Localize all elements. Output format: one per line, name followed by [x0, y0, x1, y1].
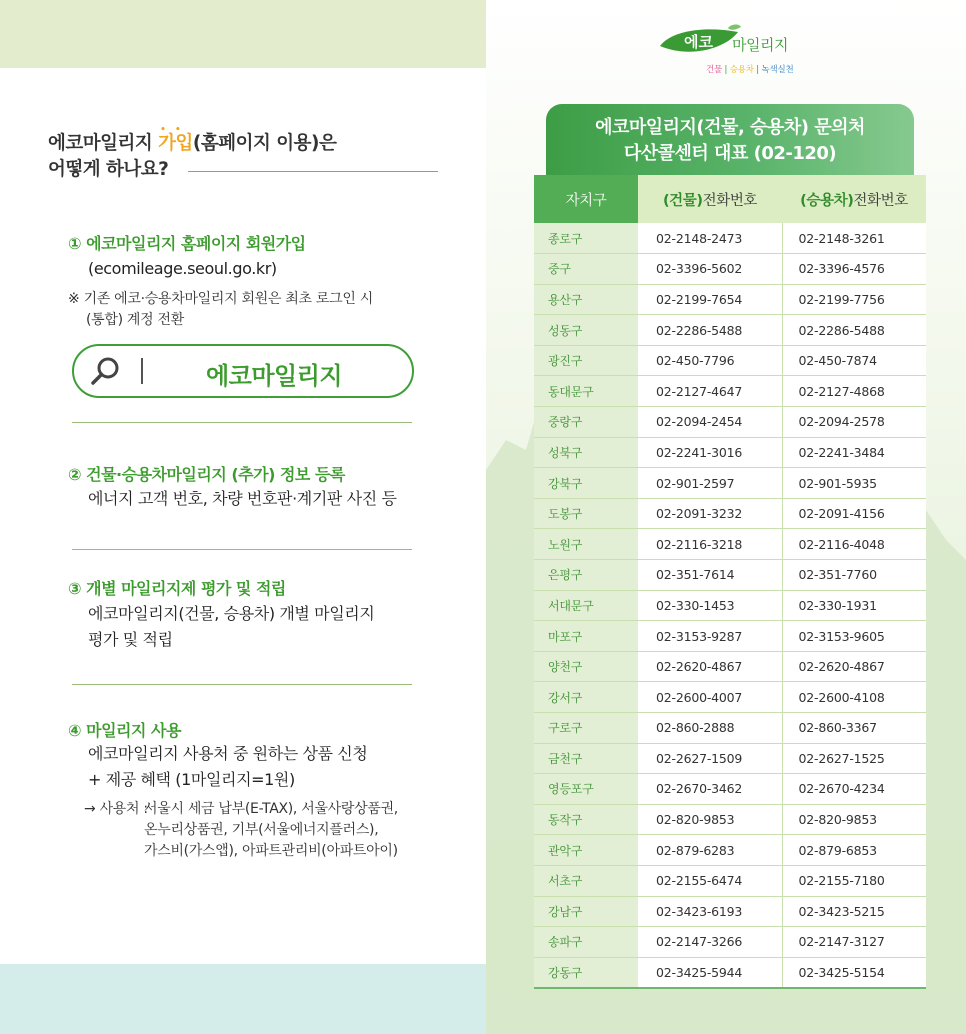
step-2-body: 에너지 고객 번호, 차량 번호판·계기판 사진 등: [88, 489, 397, 508]
table-row: [534, 651, 926, 682]
building-phone-cell: 02-2627-1509: [638, 743, 782, 774]
building-phone-cell: 02-351-7614: [638, 560, 782, 591]
ecomileage-logo: [656, 18, 816, 78]
car-phone-cell: 02-2147-3127: [782, 927, 926, 958]
car-phone-cell: 02-2155-7180: [782, 865, 926, 896]
step-3-title: ③ 개별 마일리지제 평가 및 적립: [68, 579, 286, 598]
building-phone-cell: 02-2147-3266: [638, 927, 782, 958]
table-row: [534, 957, 926, 988]
district-cell: 구로구: [534, 713, 638, 744]
section-divider: [72, 684, 412, 685]
car-phone-cell: 02-3153-9605: [782, 621, 926, 652]
district-cell: 강동구: [534, 957, 638, 988]
usage-places-label: → 사용처 :: [84, 801, 148, 817]
logo-tagline: 건물 | 승용차 | 녹색실천: [706, 65, 794, 75]
building-phone-cell: 02-901-2597: [638, 468, 782, 499]
building-phone-cell: 02-2091-3232: [638, 498, 782, 529]
building-phone-cell: 02-450-7796: [638, 345, 782, 376]
usage-place-line: 가스비(가스앱), 아파트관리비(아파트아이): [144, 843, 398, 859]
building-phone-cell: 02-879-6283: [638, 835, 782, 866]
table-row: [534, 437, 926, 468]
district-cell: 성북구: [534, 437, 638, 468]
car-phone-cell: 02-3425-5154: [782, 957, 926, 988]
table-row: [534, 560, 926, 591]
car-phone-cell: 02-901-5935: [782, 468, 926, 499]
column-header-building-phone: (건물)전화번호: [638, 175, 782, 223]
district-cell: 동대문구: [534, 376, 638, 407]
car-phone-cell: 02-879-6853: [782, 835, 926, 866]
search-divider: [141, 358, 143, 384]
car-phone-cell: 02-450-7874: [782, 345, 926, 376]
district-cell: 서초구: [534, 865, 638, 896]
car-phone-cell: 02-2094-2578: [782, 407, 926, 438]
car-phone-cell: 02-2286-5488: [782, 315, 926, 346]
building-phone-cell: 02-2094-2454: [638, 407, 782, 438]
step-2-title: ② 건물·승용차마일리지 (추가) 정보 등록: [68, 465, 345, 484]
car-phone-cell: 02-860-3367: [782, 713, 926, 744]
district-cell: 동작구: [534, 804, 638, 835]
table-row: [534, 682, 926, 713]
car-phone-cell: 02-2627-1525: [782, 743, 926, 774]
car-phone-cell: 02-351-7760: [782, 560, 926, 591]
section-divider: [72, 422, 412, 423]
district-cell: 은평구: [534, 560, 638, 591]
building-phone-cell: 02-2600-4007: [638, 682, 782, 713]
car-phone-cell: 02-2199-7756: [782, 284, 926, 315]
district-cell: 노원구: [534, 529, 638, 560]
step-1-note-line: ※ 기존 에코·승용차마일리지 회원은 최초 로그인 시: [68, 291, 373, 307]
district-cell: 성동구: [534, 315, 638, 346]
section-divider: [72, 549, 412, 550]
faq-question-post: (홈페이지 이용)은: [192, 133, 337, 154]
faq-question-highlight: • • 가입: [158, 133, 193, 154]
contact-title-line-2: 다산콜센터 대표 (02-120): [623, 143, 837, 164]
contact-table-header: [534, 175, 926, 223]
building-phone-cell: 02-2620-4867: [638, 651, 782, 682]
search-term: 에코마일리지: [206, 362, 343, 390]
contact-table: [534, 175, 926, 989]
car-phone-cell: 02-3396-4576: [782, 254, 926, 285]
table-row: [534, 498, 926, 529]
search-bar[interactable]: [72, 344, 414, 398]
contact-table-title: [546, 104, 914, 176]
search-icon: [90, 355, 122, 387]
table-row: [534, 315, 926, 346]
car-phone-cell: 02-2091-4156: [782, 498, 926, 529]
logo-tagline-item: 녹색실천: [761, 65, 794, 75]
leaf-logo-icon: [658, 24, 742, 58]
step-1-title: ① 에코마일리지 홈페이지 회원가입: [68, 234, 306, 253]
car-phone-cell: 02-2620-4867: [782, 651, 926, 682]
table-row: [534, 284, 926, 315]
district-cell: 양천구: [534, 651, 638, 682]
faq-question-pre: 에코마일리지: [48, 133, 159, 154]
building-phone-cell: 02-860-2888: [638, 713, 782, 744]
building-phone-cell: 02-3153-9287: [638, 621, 782, 652]
car-phone-cell: 02-2241-3484: [782, 437, 926, 468]
step-1-note-line: (통합) 계정 전환: [86, 312, 184, 328]
svg-text:에코: 에코: [684, 33, 713, 51]
table-row: [534, 529, 926, 560]
district-cell: 종로구: [534, 223, 638, 254]
table-row: [534, 865, 926, 896]
building-phone-cell: 02-2155-6474: [638, 865, 782, 896]
building-phone-cell: 02-2127-4647: [638, 376, 782, 407]
usage-place-line: 서울시 세금 납부(E-TAX), 서울사랑상품권,: [144, 801, 398, 817]
top-left-band: [0, 0, 486, 68]
table-row: [534, 713, 926, 744]
logo-tagline-item: 건물: [706, 65, 723, 75]
bottom-left-band: [0, 964, 486, 1034]
table-row: [534, 835, 926, 866]
logo-tagline-item: 승용차: [729, 65, 754, 75]
building-phone-cell: 02-3396-5602: [638, 254, 782, 285]
step-4-title: ④ 마일리지 사용: [68, 721, 181, 740]
district-cell: 강서구: [534, 682, 638, 713]
car-phone-cell: 02-820-9853: [782, 804, 926, 835]
building-phone-cell: 02-2241-3016: [638, 437, 782, 468]
district-cell: 강북구: [534, 468, 638, 499]
step-3-body-line-2: 평가 및 적립: [88, 630, 173, 649]
car-phone-cell: 02-2148-3261: [782, 223, 926, 254]
district-cell: 중랑구: [534, 407, 638, 438]
table-row: [534, 621, 926, 652]
table-row: [534, 468, 926, 499]
building-phone-cell: 02-2670-3462: [638, 774, 782, 805]
table-row: [534, 743, 926, 774]
table-row: [534, 345, 926, 376]
building-phone-cell: 02-2199-7654: [638, 284, 782, 315]
building-phone-cell: 02-2148-2473: [638, 223, 782, 254]
step-4-body-line-1: 에코마일리지 사용처 중 원하는 상품 신청: [88, 744, 368, 763]
table-row: [534, 927, 926, 958]
building-phone-cell: 02-3423-6193: [638, 896, 782, 927]
column-header-district: 자치구: [534, 175, 638, 223]
district-cell: 금천구: [534, 743, 638, 774]
district-cell: 광진구: [534, 345, 638, 376]
building-phone-cell: 02-330-1453: [638, 590, 782, 621]
contact-table-body: [534, 223, 926, 988]
building-phone-cell: 02-2286-5488: [638, 315, 782, 346]
car-phone-cell: 02-2127-4868: [782, 376, 926, 407]
column-header-car-phone: (승용차)전화번호: [782, 175, 926, 223]
logo-wordmark: 마일리지: [732, 36, 788, 54]
car-phone-cell: 02-2116-4048: [782, 529, 926, 560]
table-row: [534, 896, 926, 927]
district-cell: 마포구: [534, 621, 638, 652]
district-cell: 관악구: [534, 835, 638, 866]
building-phone-cell: 02-2116-3218: [638, 529, 782, 560]
table-row: [534, 223, 926, 254]
car-phone-cell: 02-3423-5215: [782, 896, 926, 927]
table-row: [534, 407, 926, 438]
car-phone-cell: 02-2600-4108: [782, 682, 926, 713]
step-1-url: (ecomileage.seoul.go.kr): [88, 259, 277, 278]
building-phone-cell: 02-820-9853: [638, 804, 782, 835]
step-1-note: [68, 289, 373, 331]
car-phone-cell: 02-2670-4234: [782, 774, 926, 805]
table-row: [534, 590, 926, 621]
car-phone-cell: 02-330-1931: [782, 590, 926, 621]
table-row: [534, 804, 926, 835]
district-cell: 도봉구: [534, 498, 638, 529]
district-cell: 송파구: [534, 927, 638, 958]
step-4-body-line-2: + 제공 혜택 (1마일리지=1원): [88, 770, 295, 789]
faq-question-line2: 어떻게 하나요?: [48, 159, 169, 180]
usage-place-line: 온누리상품권, 기부(서울에너지플러스),: [144, 822, 379, 838]
district-cell: 서대문구: [534, 590, 638, 621]
district-cell: 중구: [534, 254, 638, 285]
contact-title-line-1: 에코마일리지(건물, 승용차) 문의처: [595, 117, 865, 138]
district-cell: 영등포구: [534, 774, 638, 805]
table-row: [534, 376, 926, 407]
table-row: [534, 254, 926, 285]
district-cell: 강남구: [534, 896, 638, 927]
district-cell: 용산구: [534, 284, 638, 315]
title-divider: [188, 171, 438, 172]
table-row: [534, 774, 926, 805]
step-3-body-line-1: 에코마일리지(건물, 승용차) 개별 마일리지: [88, 604, 375, 623]
building-phone-cell: 02-3425-5944: [638, 957, 782, 988]
faq-question: [48, 131, 448, 183]
